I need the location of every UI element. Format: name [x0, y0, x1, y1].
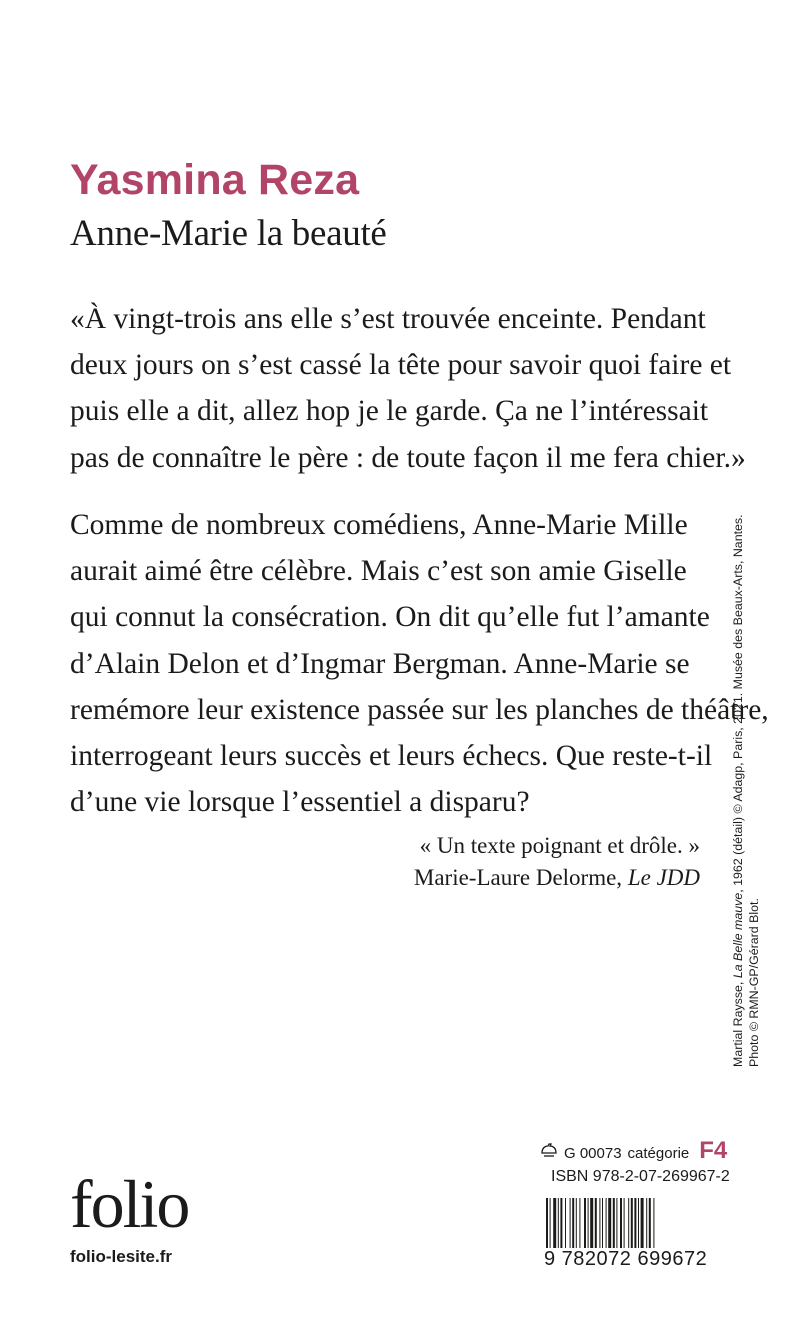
barcode-digits: 9 782072 699672 — [544, 1248, 708, 1270]
credit-artwork: La Belle mauve — [731, 892, 745, 979]
review-author: Marie-Laure Delorme, — [413, 865, 628, 890]
catalog-number: G 00073 — [564, 1145, 622, 1162]
credit-details: , 1962 (détail) © Adagp, Paris, 2021. Musée des Beaux-Arts, Nantes. — [731, 514, 745, 893]
category-label: catégorie — [627, 1145, 690, 1162]
excerpt-line: «À vingt-trois ans elle s’est trouvée enceinte. Pendant — [70, 303, 706, 335]
excerpt-line: puis elle a dit, allez hop je le garde. Ça ne l’intéressait — [70, 395, 709, 428]
excerpt-line: pas de connaître le père : de toute façon il me fera chier.» — [70, 441, 746, 474]
credit-artist: Martial Raysse, — [731, 978, 745, 1067]
barcode-number — [544, 1248, 720, 1271]
review-quote: « Un texte poignant et drôle. » — [419, 833, 700, 858]
review-block — [414, 830, 700, 894]
catalog-code — [540, 1137, 727, 1165]
excerpt-line: deux jours on s’est cassé la tête pour savoir quoi faire et — [70, 349, 732, 382]
review-source: Le JDD — [627, 865, 700, 890]
isbn: ISBN 978-2-07-269967-2 — [551, 1168, 730, 1185]
book-title: Anne-Marie la beauté — [70, 213, 387, 254]
summary-line: d’une vie lorsque l’essentiel a disparu? — [70, 786, 530, 819]
photo-credit-line: Photo © RMN-GP/Gérard Blot. — [747, 898, 761, 1067]
summary-line: d’Alain Delon et d’Ingmar Bergman. Anne-Marie se — [70, 647, 690, 680]
website-url: folio-lesite.fr — [70, 1247, 173, 1266]
category-code: F4 — [699, 1137, 728, 1164]
folio-logo: folio — [70, 1166, 189, 1242]
gallimard-pipe-icon — [540, 1142, 558, 1158]
excerpt-paragraph — [70, 296, 746, 481]
review-attribution — [414, 862, 700, 894]
image-credit-line — [730, 514, 746, 1067]
summary-line: qui connut la consécration. On dit qu’elle fut l’amante — [70, 601, 710, 634]
summary-line: interrogeant leurs succès et leurs échecs. Que reste-t-il — [70, 739, 713, 772]
summary-line: aurait aimé être célèbre. Mais c’est son amie Giselle — [70, 555, 687, 588]
summary-line: remémore leur existence passée sur les planches de théâtre, — [70, 693, 769, 726]
summary-line: Comme de nombreux comédiens, Anne-Marie Mille — [70, 509, 688, 541]
image-credit — [730, 514, 762, 1067]
author-name: Yasmina Reza — [70, 156, 360, 204]
